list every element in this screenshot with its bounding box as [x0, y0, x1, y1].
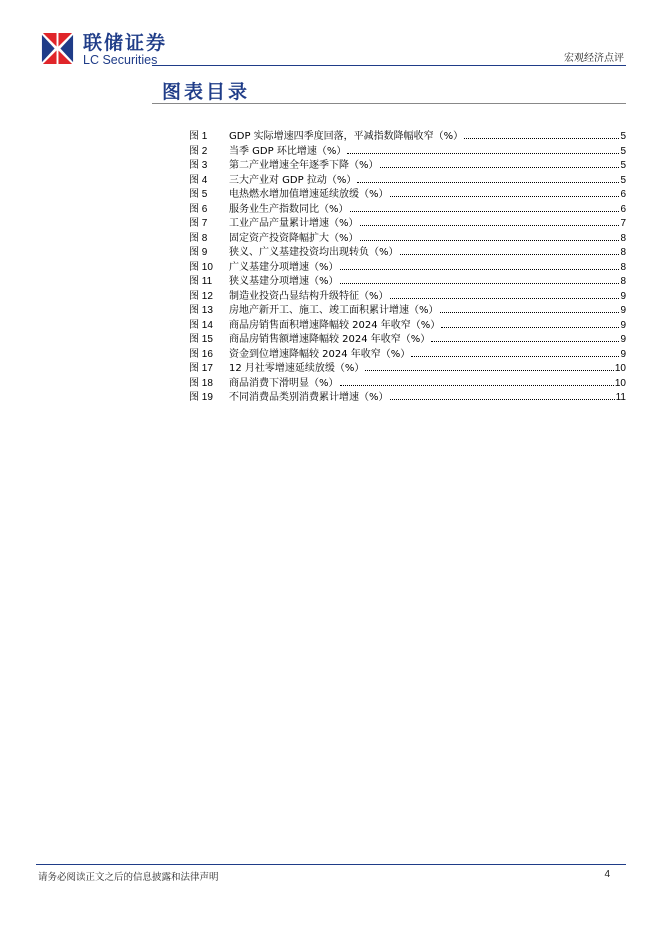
toc-entry[interactable]	[189, 304, 626, 319]
toc-figure-number: 图 14	[189, 319, 213, 331]
toc-page-number: 9	[620, 290, 626, 302]
toc-figure-number: 图 5	[189, 189, 208, 200]
toc-figure-number: 图 16	[189, 348, 213, 360]
toc-entry[interactable]	[189, 145, 626, 160]
lc-securities-logo-icon	[40, 31, 75, 66]
toc-dot-leader	[340, 283, 620, 284]
toc-entry[interactable]	[189, 362, 626, 377]
toc-entry[interactable]	[189, 275, 626, 290]
toc-figure-title: 资金到位增速降幅较 2024 年收窄（%）	[229, 348, 411, 360]
toc-entry[interactable]	[189, 290, 626, 305]
toc-page-number: 10	[614, 377, 626, 389]
toc-figure-number: 图 8	[189, 232, 208, 244]
footer-divider	[36, 864, 626, 865]
toc-entry[interactable]	[189, 319, 626, 334]
toc-dot-leader	[440, 312, 620, 313]
toc-page-number: 10	[614, 363, 626, 374]
toc-page-number: 6	[620, 203, 626, 215]
toc-page-number: 9	[620, 348, 626, 360]
toc-page-number: 9	[620, 319, 626, 331]
page-number: 4	[604, 869, 610, 880]
toc-figure-number: 图 19	[189, 392, 213, 403]
toc-figure-title: 制造业投资凸显结构升级特征（%）	[229, 290, 389, 302]
toc-entry[interactable]	[189, 348, 626, 363]
section-title: 图表目录	[162, 81, 251, 103]
toc-figure-number: 图 9	[189, 247, 208, 258]
toc-figure-number: 图 12	[189, 290, 213, 302]
toc-figure-number: 图 13	[189, 305, 213, 316]
toc-entry[interactable]	[189, 188, 626, 203]
brand-name-cn: 联储证券	[83, 32, 168, 54]
toc-figure-title: 第二产业增速全年逐季下降（%）	[229, 160, 379, 171]
toc-page-number: 5	[620, 160, 626, 171]
toc-entry[interactable]	[189, 130, 626, 145]
toc-figure-title: 电热燃水增加值增速延续放缓（%）	[229, 189, 389, 200]
header-divider	[152, 65, 626, 66]
toc-dot-leader	[350, 211, 620, 212]
toc-figure-title: 不同消费品类别消费累计增速（%）	[229, 392, 389, 403]
toc-figure-number: 图 2	[189, 145, 208, 157]
toc-entry[interactable]	[189, 333, 626, 348]
toc-dot-leader	[340, 385, 614, 386]
toc-entry[interactable]	[189, 159, 626, 174]
toc-figure-title: 工业产品产量累计增速（%）	[229, 218, 359, 229]
toc-figure-number: 图 6	[189, 203, 208, 215]
toc-page-number: 5	[620, 174, 626, 186]
toc-dot-leader	[360, 240, 620, 241]
toc-figure-number: 图 11	[189, 276, 213, 287]
toc-dot-leader	[380, 167, 620, 168]
toc-figure-number: 图 1	[189, 131, 208, 142]
toc-figure-title: 服务业生产指数同比（%）	[229, 203, 349, 215]
toc-figure-title: 三大产业对 GDP 拉动（%）	[229, 174, 357, 186]
toc-dot-leader	[365, 370, 613, 371]
toc-dot-leader	[360, 225, 620, 226]
toc-figure-number: 图 4	[189, 174, 208, 186]
toc-page-number: 5	[620, 145, 626, 157]
toc-figure-title: 固定资产投资降幅扩大（%）	[229, 232, 359, 244]
toc-figure-title: 商品消费下滑明显（%）	[229, 377, 339, 389]
toc-figure-title: 商品房销售面积增速降幅较 2024 年收窄（%）	[229, 319, 441, 331]
toc-figure-title: 狭义基建分项增速（%）	[229, 276, 339, 287]
toc-figure-title: 商品房销售额增速降幅较 2024 年收窄（%）	[229, 334, 431, 345]
toc-page-number: 9	[620, 305, 626, 316]
toc-page-number: 8	[620, 276, 626, 287]
toc-entry[interactable]	[189, 232, 626, 247]
toc-dot-leader	[464, 138, 619, 139]
toc-entry[interactable]	[189, 377, 626, 392]
toc-figure-title: 广义基建分项增速（%）	[229, 261, 339, 273]
toc-entry[interactable]	[189, 391, 626, 406]
toc-entry[interactable]	[189, 174, 626, 189]
toc-page-number: 5	[620, 131, 626, 142]
toc-page-number: 8	[620, 232, 626, 244]
toc-figure-number: 图 17	[189, 363, 213, 374]
title-divider	[152, 103, 626, 104]
figure-list	[189, 130, 626, 406]
toc-figure-title: GDP 实际增速四季度回落，平减指数降幅收窄（%）	[229, 131, 464, 142]
toc-dot-leader	[441, 327, 619, 328]
toc-figure-number: 图 15	[189, 334, 213, 345]
toc-dot-leader	[347, 153, 619, 154]
toc-dot-leader	[340, 269, 620, 270]
toc-figure-number: 图 18	[189, 377, 213, 389]
toc-dot-leader	[390, 298, 620, 299]
toc-figure-title: 12 月社零增速延续放缓（%）	[229, 363, 365, 374]
toc-figure-title: 狭义、广义基建投资均出现转负（%）	[229, 247, 399, 258]
toc-figure-number: 图 10	[189, 261, 213, 273]
toc-figure-number: 图 3	[189, 160, 208, 171]
brand-name-en: LC Securities	[83, 53, 158, 67]
toc-page-number: 8	[620, 261, 626, 273]
toc-entry[interactable]	[189, 217, 626, 232]
toc-entry[interactable]	[189, 261, 626, 276]
toc-page-number: 8	[620, 247, 626, 258]
toc-dot-leader	[390, 196, 620, 197]
toc-figure-number: 图 7	[189, 218, 208, 229]
report-type-label: 宏观经济点评	[564, 53, 624, 64]
toc-figure-title: 房地产新开工、施工、竣工面积累计增速（%）	[229, 305, 439, 316]
toc-page-number: 11	[615, 392, 626, 403]
toc-page-number: 6	[620, 189, 626, 200]
footer-disclaimer: 请务必阅读正文之后的信息披露和法律声明	[38, 872, 219, 883]
toc-page-number: 9	[620, 334, 626, 345]
toc-figure-title: 当季 GDP 环比增速（%）	[229, 145, 347, 157]
toc-dot-leader	[400, 254, 620, 255]
toc-dot-leader	[411, 356, 619, 357]
toc-entry[interactable]	[189, 246, 626, 261]
toc-dot-leader	[431, 341, 619, 342]
toc-dot-leader	[390, 399, 615, 400]
toc-entry[interactable]	[189, 203, 626, 218]
toc-page-number: 7	[620, 218, 626, 229]
toc-dot-leader	[357, 182, 619, 183]
